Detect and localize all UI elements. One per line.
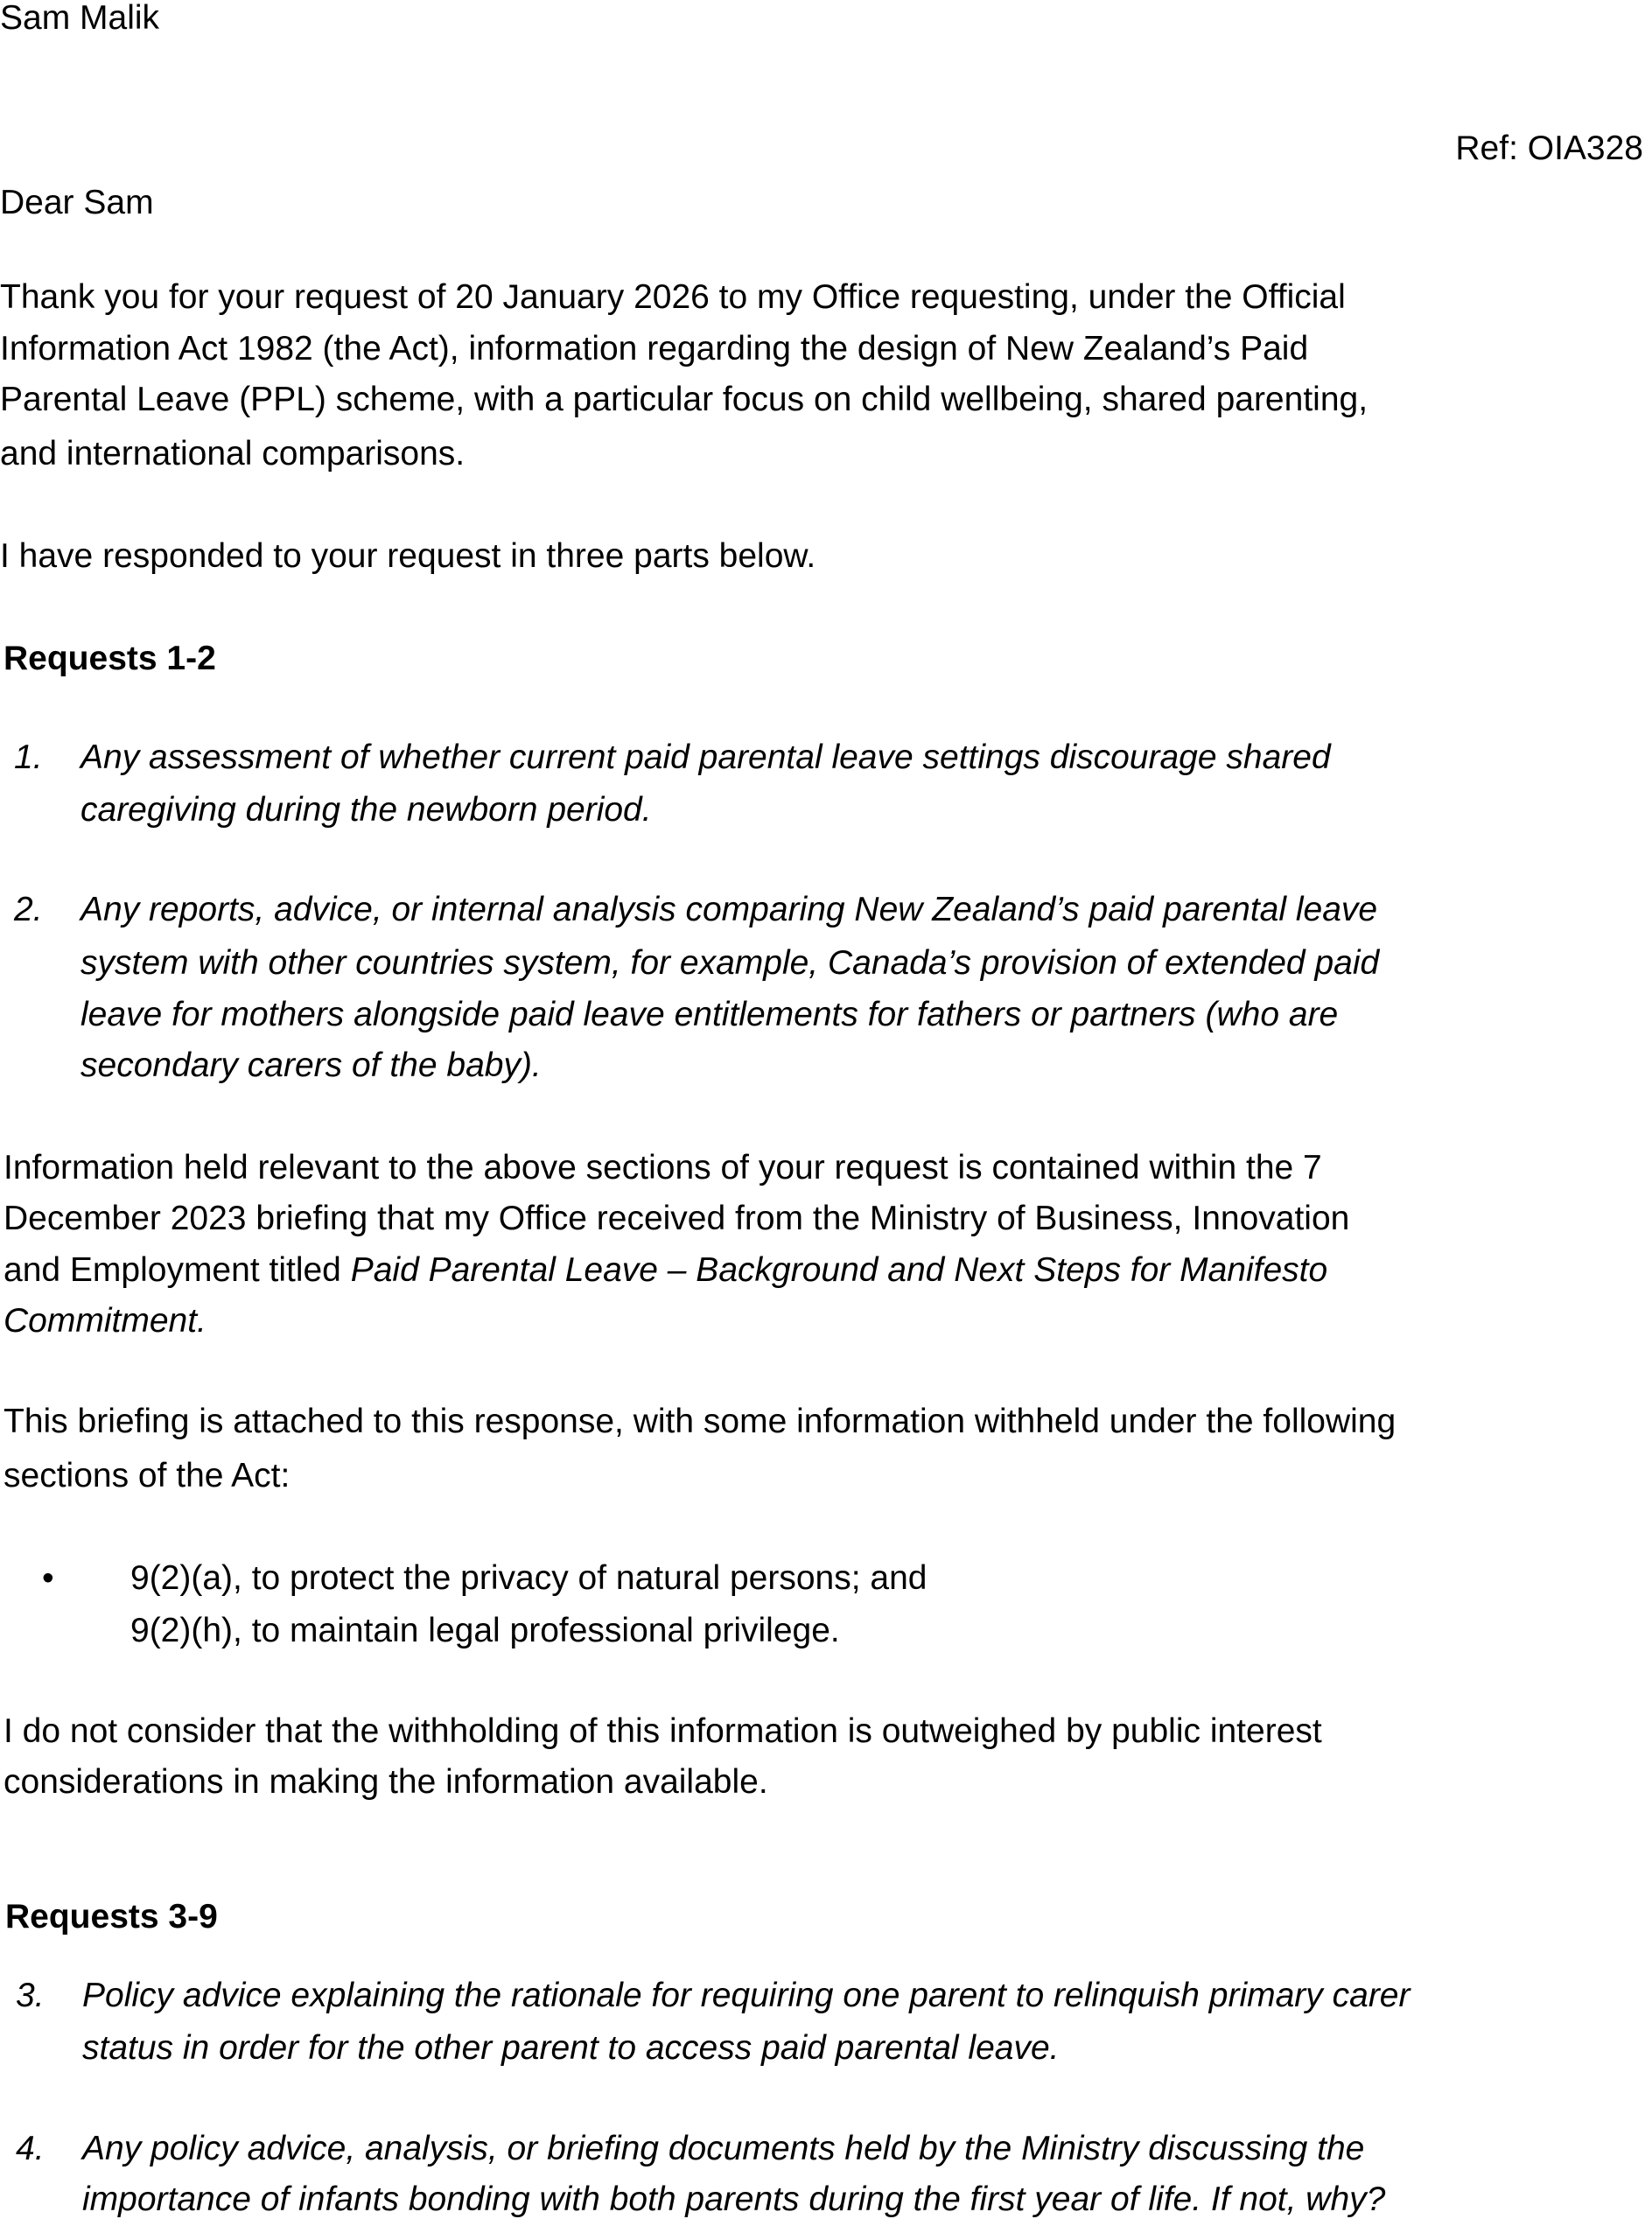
item-line: status in order for the other parent to access paid parental leave. xyxy=(82,2029,1060,2067)
item-line: caregiving during the newborn period. xyxy=(80,791,652,829)
item-line: leave for mothers alongside paid leave entitlements for fathers or partners (who are xyxy=(80,996,1339,1033)
bullet-icon: • xyxy=(42,1559,54,1597)
info-line: December 2023 briefing that my Office received from the Ministry of Business, Innovation xyxy=(4,1200,1350,1237)
item-line: importance of infants bonding with both parents during the first year of life. If not, why? xyxy=(82,2180,1386,2218)
item-line: Policy advice explaining the rationale for requiring one parent to relinquish primary carer xyxy=(82,1977,1410,2014)
intro-line: Parental Leave (PPL) scheme, with a particular focus on child wellbeing, shared parenting, xyxy=(0,381,1368,418)
section-heading: Requests 1-2 xyxy=(4,640,216,677)
intro-line: and international comparisons. xyxy=(0,435,466,472)
item-line: Any policy advice, analysis, or briefing documents held by the Ministry discussing the xyxy=(82,2130,1365,2167)
item-line: secondary carers of the baby). xyxy=(80,1046,542,1084)
item-number: 1. xyxy=(14,738,43,776)
withheld-section: 9(2)(h), to maintain legal professional privilege. xyxy=(130,1612,840,1649)
briefing-title-cont: Commitment. xyxy=(4,1302,206,1340)
intro-line: Information Act 1982 (the Act), information regarding the design of New Zealand’s Paid xyxy=(0,330,1309,368)
public-interest-line: considerations in making the information available. xyxy=(4,1763,768,1801)
item-number: 4. xyxy=(16,2130,45,2167)
recipient-name: Sam Malik xyxy=(0,0,160,37)
item-number: 3. xyxy=(16,1977,45,2014)
salutation: Dear Sam xyxy=(0,184,154,221)
item-number: 2. xyxy=(14,891,43,928)
item-line: system with other countries system, for example, Canada’s provision of extended paid xyxy=(80,944,1380,982)
briefing-title: Paid Parental Leave – Background and Next Steps for Manifesto xyxy=(350,1251,1328,1289)
parts-note: I have responded to your request in three parts below. xyxy=(0,537,816,575)
public-interest-line: I do not consider that the withholding of this information is outweighed by public interest xyxy=(4,1712,1322,1750)
info-line: Information held relevant to the above sections of your request is contained within the 7 xyxy=(4,1149,1322,1186)
withheld-line: This briefing is attached to this response, with some information withheld under the following xyxy=(4,1403,1396,1440)
info-line xyxy=(4,1250,1327,1291)
info-text: and Employment titled xyxy=(4,1251,351,1289)
intro-line: Thank you for your request of 20 January 2026 to my Office requesting, under the Official xyxy=(0,278,1346,316)
section-heading: Requests 3-9 xyxy=(5,1898,218,1936)
withheld-section: 9(2)(a), to protect the privacy of natural persons; and xyxy=(130,1559,928,1597)
item-line: Any assessment of whether current paid parental leave settings discourage shared xyxy=(80,738,1331,776)
item-line: Any reports, advice, or internal analysis comparing New Zealand’s paid parental leave xyxy=(80,891,1378,928)
withheld-line: sections of the Act: xyxy=(4,1457,290,1494)
reference-number: Ref: OIA328 xyxy=(1455,130,1643,167)
